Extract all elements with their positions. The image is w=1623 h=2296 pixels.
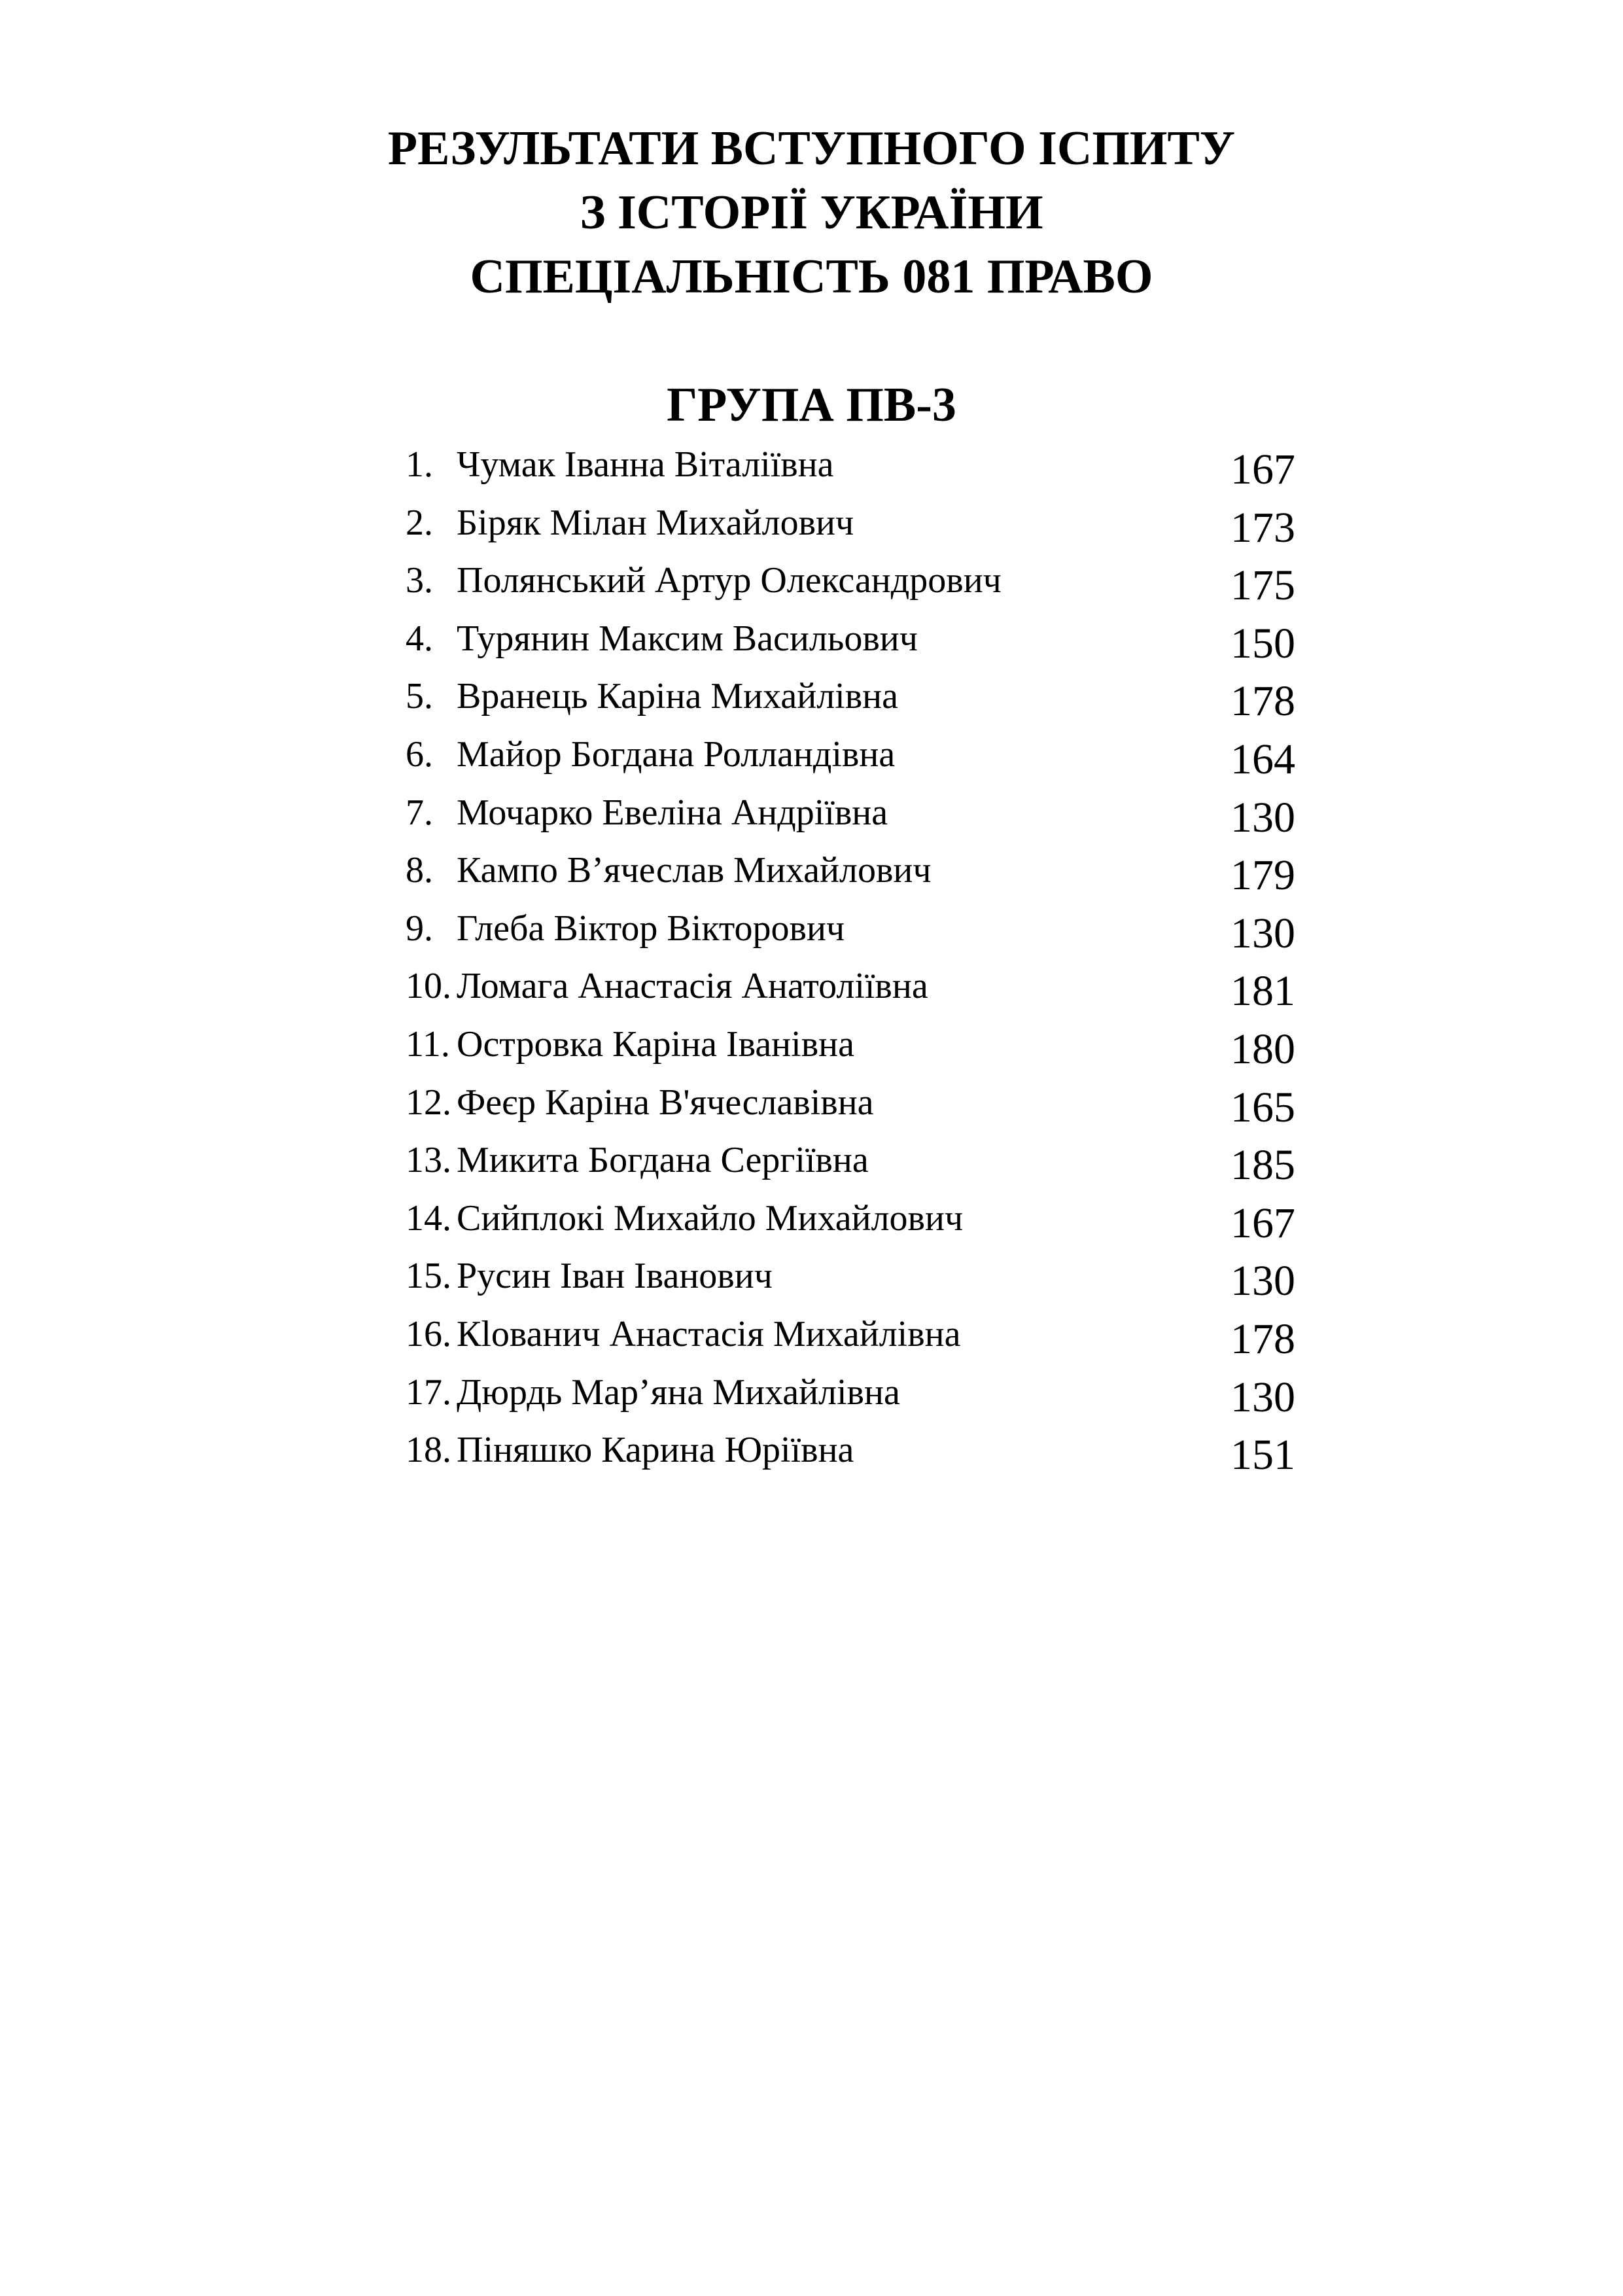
student-score: 151 (1230, 1431, 1295, 1479)
student-results-list (406, 432, 1295, 1479)
student-number: 8. (406, 850, 433, 891)
student-score: 167 (1230, 1199, 1295, 1247)
student-number: 10. (406, 966, 451, 1007)
student-number: 12. (406, 1082, 451, 1123)
student-score: 175 (1230, 561, 1295, 610)
list-item (406, 896, 1295, 957)
list-item (406, 432, 1295, 493)
student-score: 185 (1230, 1141, 1295, 1190)
student-name: Вранець Каріна Михайлівна (457, 676, 899, 717)
student-number: 3. (406, 560, 433, 601)
list-item (406, 953, 1295, 1016)
list-item (406, 1301, 1295, 1363)
student-number: 15. (406, 1256, 451, 1297)
student-name: Кlованич Анастасія Михайлівна (457, 1313, 961, 1354)
student-number: 7. (406, 792, 433, 833)
student-score: 150 (1230, 619, 1295, 667)
student-score: 164 (1230, 735, 1295, 783)
list-item (406, 1012, 1295, 1073)
student-number: 5. (406, 676, 433, 717)
student-score: 173 (1230, 503, 1295, 552)
student-name: Ломага Анастасія Анатоліївна (457, 966, 928, 1007)
list-item (406, 606, 1295, 667)
student-name: Полянський Артур Олександрович (457, 560, 1002, 601)
list-item (406, 722, 1295, 783)
student-number: 16. (406, 1313, 451, 1354)
student-number: 2. (406, 502, 433, 543)
student-name: Микита Богдана Сергіївна (457, 1140, 869, 1181)
student-name: Мочарко Евеліна Андріївна (457, 792, 888, 833)
student-number: 11. (406, 1023, 450, 1065)
list-item (406, 1360, 1295, 1421)
list-item (406, 838, 1295, 900)
student-score: 178 (1230, 677, 1295, 726)
heading-line-3: СПЕЦІАЛЬНІСТЬ 081 ПРАВО (470, 250, 1153, 304)
heading-line-2: З ІСТОРІЇ УКРАЇНИ (580, 186, 1043, 239)
student-name: Феєр Каріна В'ячеславівна (457, 1082, 874, 1123)
student-score: 178 (1230, 1315, 1295, 1363)
student-name: Піняшко Карина Юріївна (457, 1430, 854, 1471)
student-name: Островка Каріна Іванівна (457, 1023, 854, 1065)
student-name: Біряк Мілан Михайлович (457, 502, 854, 543)
student-name: Глеба Віктор Вікторович (457, 908, 845, 949)
student-score: 179 (1230, 851, 1295, 900)
student-name: Русин Іван Іванович (457, 1256, 773, 1297)
list-item (406, 1070, 1295, 1131)
list-item (406, 490, 1295, 552)
list-item (406, 1417, 1295, 1479)
student-score: 130 (1230, 793, 1295, 841)
student-number: 4. (406, 618, 433, 659)
student-name: Турянин Максим Васильович (457, 618, 918, 659)
student-number: 13. (406, 1140, 451, 1181)
list-item (406, 780, 1295, 841)
student-number: 17. (406, 1371, 451, 1413)
student-number: 1. (406, 444, 433, 485)
student-number: 9. (406, 908, 433, 949)
student-number: 14. (406, 1197, 451, 1239)
student-score: 130 (1230, 1373, 1295, 1421)
list-item (406, 1243, 1295, 1305)
student-score: 130 (1230, 1257, 1295, 1305)
student-number: 6. (406, 733, 433, 775)
student-number: 18. (406, 1430, 451, 1471)
student-name: Чумак Іванна Віталіївна (457, 444, 834, 485)
document-heading (0, 116, 1623, 309)
list-item (406, 548, 1295, 610)
student-name: Майор Богдана Ролландівна (457, 733, 896, 775)
list-item (406, 1186, 1295, 1247)
student-score: 130 (1230, 909, 1295, 957)
student-name: Сийплокі Михайло Михайлович (457, 1197, 964, 1239)
heading-line-1: РЕЗУЛЬТАТИ ВСТУПНОГО ІСПИТУ (387, 122, 1236, 175)
student-score: 165 (1230, 1083, 1295, 1131)
group-title: ГРУПА ПВ-3 (667, 378, 956, 432)
student-score: 167 (1230, 446, 1295, 493)
student-name: Кампо В’ячеслав Михайлович (457, 850, 932, 891)
student-name: Дюрдь Мар’яна Михайлівна (457, 1371, 900, 1413)
list-item (406, 663, 1295, 726)
student-score: 181 (1230, 967, 1295, 1016)
student-score: 180 (1230, 1025, 1295, 1073)
list-item (406, 1127, 1295, 1190)
